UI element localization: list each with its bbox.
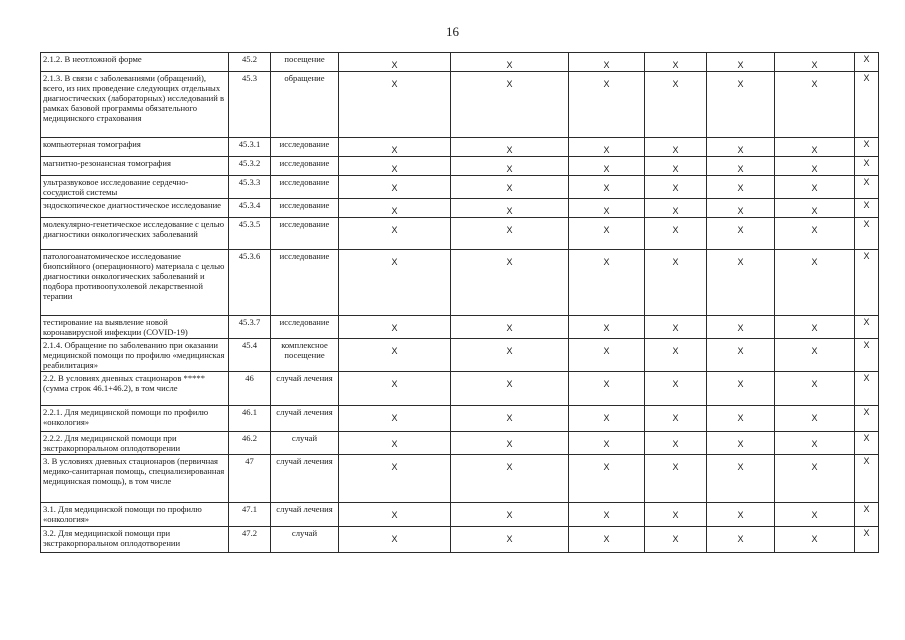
- row-code: 45.3.7: [229, 316, 271, 339]
- row-code: 45.3.3: [229, 176, 271, 199]
- x-cell: [645, 406, 707, 432]
- x-mark: X: [672, 346, 679, 356]
- x-cell: [451, 157, 569, 176]
- row-name: 3. В условиях дневных стационаров (первичная медико-санитарная помощь, специализированная медицинская помощь), в том числе: [41, 455, 229, 503]
- row-code: 45.2: [229, 53, 271, 72]
- x-mark: X: [391, 225, 398, 235]
- x-mark: X: [506, 183, 513, 193]
- x-cell-last: X: [855, 218, 879, 250]
- row-name: 3.2. Для медицинской помощи при экстракорпоральном оплодотворении: [41, 527, 229, 553]
- x-cell: [645, 72, 707, 138]
- x-cell: [569, 372, 645, 406]
- x-cell: [451, 218, 569, 250]
- x-cell: [451, 406, 569, 432]
- x-mark: X: [603, 413, 610, 423]
- x-cell: [707, 316, 775, 339]
- x-cell: [569, 503, 645, 527]
- x-cell: [569, 199, 645, 218]
- x-cell-last: X: [855, 72, 879, 138]
- x-mark: X: [603, 257, 610, 267]
- row-unit: обращение: [271, 72, 339, 138]
- x-cell: [645, 339, 707, 372]
- x-cell: [707, 250, 775, 316]
- x-mark: X: [603, 206, 610, 216]
- row-code: 46: [229, 372, 271, 406]
- x-cell: [569, 250, 645, 316]
- row-unit: случай: [271, 432, 339, 455]
- x-mark: X: [737, 206, 744, 216]
- x-mark: X: [811, 439, 818, 449]
- x-mark: X: [391, 510, 398, 520]
- x-cell: [645, 138, 707, 157]
- x-mark: X: [506, 439, 513, 449]
- x-cell: [339, 138, 451, 157]
- x-cell: [451, 250, 569, 316]
- table-row: [41, 218, 879, 250]
- x-cell: [707, 339, 775, 372]
- x-cell: [569, 339, 645, 372]
- x-mark: X: [506, 379, 513, 389]
- table-row: [41, 316, 879, 339]
- x-mark: X: [506, 413, 513, 423]
- table-row: [41, 53, 879, 72]
- x-mark: X: [603, 346, 610, 356]
- x-cell: [645, 250, 707, 316]
- row-name: 2.2.1. Для медицинской помощи по профилю «онкология»: [41, 406, 229, 432]
- x-cell: [339, 250, 451, 316]
- x-cell: [645, 218, 707, 250]
- x-cell: [451, 53, 569, 72]
- row-code: 45.3.2: [229, 157, 271, 176]
- x-mark: X: [811, 413, 818, 423]
- x-mark: X: [811, 145, 818, 155]
- row-name: 2.2. В условиях дневных стационаров *****(сумма строк 46.1+46.2), в том числе: [41, 372, 229, 406]
- x-cell-last: X: [855, 406, 879, 432]
- x-mark: X: [737, 462, 744, 472]
- x-mark: X: [811, 60, 818, 70]
- x-mark: X: [672, 79, 679, 89]
- x-cell: [645, 53, 707, 72]
- x-cell: [339, 218, 451, 250]
- row-code: 45.3.1: [229, 138, 271, 157]
- x-mark: X: [737, 413, 744, 423]
- x-cell: [339, 503, 451, 527]
- data-table: [40, 52, 879, 553]
- x-mark: X: [603, 145, 610, 155]
- x-mark: X: [391, 206, 398, 216]
- x-mark: X: [811, 462, 818, 472]
- x-mark: X: [391, 164, 398, 174]
- x-cell: [645, 432, 707, 455]
- x-mark: X: [391, 346, 398, 356]
- x-mark: X: [737, 534, 744, 544]
- row-unit: случай: [271, 527, 339, 553]
- table-row: [41, 138, 879, 157]
- x-mark: X: [737, 510, 744, 520]
- page-number: 16: [446, 24, 459, 39]
- x-cell: [645, 176, 707, 199]
- row-name: 2.2.2. Для медицинской помощи при экстракорпоральном оплодотворении: [41, 432, 229, 455]
- x-cell-last: X: [855, 316, 879, 339]
- x-cell: [645, 455, 707, 503]
- x-cell: [645, 372, 707, 406]
- x-cell: [775, 138, 855, 157]
- x-cell: [645, 503, 707, 527]
- x-mark: X: [737, 79, 744, 89]
- x-mark: X: [506, 510, 513, 520]
- x-cell: [707, 72, 775, 138]
- x-mark: X: [737, 346, 744, 356]
- x-cell: [451, 503, 569, 527]
- x-cell-last: X: [855, 503, 879, 527]
- x-mark: X: [672, 145, 679, 155]
- x-cell: [451, 176, 569, 199]
- x-mark: X: [506, 534, 513, 544]
- x-cell: [451, 316, 569, 339]
- x-mark: X: [391, 183, 398, 193]
- x-mark: X: [506, 79, 513, 89]
- x-mark: X: [737, 60, 744, 70]
- table-row: [41, 157, 879, 176]
- x-cell: [339, 316, 451, 339]
- row-name: патологоанатомическое исследование биопсийного (операционного) материала с целью диагностики онкологических заболеваний и подбора противоопухолевой лекарственной терапии: [41, 250, 229, 316]
- row-unit: посещение: [271, 53, 339, 72]
- row-code: 45.3.6: [229, 250, 271, 316]
- row-name: молекулярно-генетическое исследование с целью диагностики онкологических заболеваний: [41, 218, 229, 250]
- table-row: [41, 527, 879, 553]
- x-cell: [645, 527, 707, 553]
- table-body: [41, 53, 879, 553]
- row-name: тестирование на выявление новой коронавирусной инфекции (COVID-19): [41, 316, 229, 339]
- x-cell: [569, 316, 645, 339]
- x-mark: X: [672, 439, 679, 449]
- x-cell: [451, 138, 569, 157]
- x-cell-last: X: [855, 455, 879, 503]
- x-cell: [339, 157, 451, 176]
- x-mark: X: [603, 379, 610, 389]
- x-mark: X: [737, 225, 744, 235]
- x-cell: [775, 250, 855, 316]
- x-cell: [775, 157, 855, 176]
- x-mark: X: [672, 257, 679, 267]
- x-mark: X: [811, 323, 818, 333]
- x-cell: [569, 138, 645, 157]
- x-cell: [339, 455, 451, 503]
- x-cell: [339, 406, 451, 432]
- x-cell: [775, 455, 855, 503]
- row-name: эндоскопическое диагностическое исследование: [41, 199, 229, 218]
- x-cell: [451, 72, 569, 138]
- x-cell: [707, 527, 775, 553]
- x-cell: [569, 176, 645, 199]
- row-unit: случай лечения: [271, 503, 339, 527]
- x-mark: X: [672, 206, 679, 216]
- x-cell: [775, 72, 855, 138]
- x-mark: X: [811, 79, 818, 89]
- x-mark: X: [737, 257, 744, 267]
- table-row: [41, 503, 879, 527]
- x-mark: X: [672, 323, 679, 333]
- x-mark: X: [672, 534, 679, 544]
- x-cell: [451, 372, 569, 406]
- table-row: [41, 199, 879, 218]
- x-cell: [339, 176, 451, 199]
- row-unit: случай лечения: [271, 406, 339, 432]
- row-code: 46.1: [229, 406, 271, 432]
- x-mark: X: [672, 225, 679, 235]
- x-mark: X: [506, 462, 513, 472]
- row-code: 47.1: [229, 503, 271, 527]
- x-cell: [707, 138, 775, 157]
- x-cell: [707, 176, 775, 199]
- x-mark: X: [506, 346, 513, 356]
- x-cell: [775, 199, 855, 218]
- x-mark: X: [391, 413, 398, 423]
- row-code: 47.2: [229, 527, 271, 553]
- x-cell: [569, 455, 645, 503]
- x-cell: [645, 316, 707, 339]
- x-mark: X: [603, 462, 610, 472]
- row-code: 45.4: [229, 339, 271, 372]
- x-cell: [775, 176, 855, 199]
- x-cell: [339, 527, 451, 553]
- x-mark: X: [672, 164, 679, 174]
- x-mark: X: [506, 164, 513, 174]
- x-mark: X: [811, 183, 818, 193]
- x-cell: [339, 339, 451, 372]
- row-unit: случай лечения: [271, 372, 339, 406]
- row-name: 3.1. Для медицинской помощи по профилю «онкология»: [41, 503, 229, 527]
- table-row: [41, 455, 879, 503]
- row-name: магнитно-резонансная томография: [41, 157, 229, 176]
- table-row: [41, 250, 879, 316]
- row-unit: исследование: [271, 199, 339, 218]
- x-mark: X: [391, 439, 398, 449]
- x-mark: X: [506, 323, 513, 333]
- row-code: 45.3.5: [229, 218, 271, 250]
- row-name: 2.1.3. В связи с заболеваниями (обращений), всего, из них проведение следующих отдельных диагностических (лабораторных) исследований в рамках базовой программы обязательного медицинского страхования: [41, 72, 229, 138]
- x-cell: [339, 372, 451, 406]
- x-mark: X: [603, 225, 610, 235]
- x-cell: [645, 199, 707, 218]
- table-row: [41, 372, 879, 406]
- x-mark: X: [811, 346, 818, 356]
- x-mark: X: [672, 60, 679, 70]
- x-mark: X: [811, 257, 818, 267]
- x-cell-last: X: [855, 138, 879, 157]
- x-mark: X: [811, 510, 818, 520]
- table-row: [41, 72, 879, 138]
- x-mark: X: [506, 206, 513, 216]
- x-cell: [451, 199, 569, 218]
- row-unit: исследование: [271, 176, 339, 199]
- x-cell: [707, 372, 775, 406]
- table-row: [41, 432, 879, 455]
- x-mark: X: [811, 534, 818, 544]
- x-mark: X: [603, 534, 610, 544]
- x-mark: X: [672, 462, 679, 472]
- x-cell: [645, 157, 707, 176]
- x-cell-last: X: [855, 372, 879, 406]
- table-row: [41, 339, 879, 372]
- x-cell-last: X: [855, 157, 879, 176]
- x-cell: [707, 53, 775, 72]
- x-mark: X: [603, 79, 610, 89]
- x-cell: [451, 527, 569, 553]
- row-unit: исследование: [271, 138, 339, 157]
- row-unit: исследование: [271, 316, 339, 339]
- x-mark: X: [811, 379, 818, 389]
- x-mark: X: [506, 225, 513, 235]
- x-cell: [707, 503, 775, 527]
- row-code: 46.2: [229, 432, 271, 455]
- x-cell: [707, 432, 775, 455]
- x-cell: [707, 406, 775, 432]
- row-unit: исследование: [271, 157, 339, 176]
- x-cell: [569, 53, 645, 72]
- table-row: [41, 406, 879, 432]
- x-cell: [569, 157, 645, 176]
- x-cell: [775, 432, 855, 455]
- row-unit: исследование: [271, 250, 339, 316]
- row-code: 45.3: [229, 72, 271, 138]
- x-cell: [775, 527, 855, 553]
- x-mark: X: [391, 257, 398, 267]
- row-unit: комплексное посещение: [271, 339, 339, 372]
- x-mark: X: [811, 206, 818, 216]
- x-cell: [451, 455, 569, 503]
- x-mark: X: [737, 379, 744, 389]
- x-mark: X: [811, 164, 818, 174]
- x-mark: X: [391, 79, 398, 89]
- x-cell: [569, 527, 645, 553]
- x-cell: [775, 503, 855, 527]
- x-mark: X: [506, 60, 513, 70]
- x-mark: X: [603, 510, 610, 520]
- row-name: компьютерная томография: [41, 138, 229, 157]
- x-mark: X: [737, 323, 744, 333]
- x-cell-last: X: [855, 527, 879, 553]
- x-cell: [775, 372, 855, 406]
- x-mark: X: [391, 60, 398, 70]
- x-cell-last: X: [855, 176, 879, 199]
- x-cell: [569, 218, 645, 250]
- row-unit: исследование: [271, 218, 339, 250]
- row-name: 2.1.2. В неотложной форме: [41, 53, 229, 72]
- x-cell-last: X: [855, 339, 879, 372]
- row-code: 45.3.4: [229, 199, 271, 218]
- x-cell: [775, 406, 855, 432]
- table-row: [41, 176, 879, 199]
- x-cell: [775, 53, 855, 72]
- x-mark: X: [506, 145, 513, 155]
- x-mark: X: [603, 183, 610, 193]
- x-cell-last: X: [855, 432, 879, 455]
- x-cell: [569, 432, 645, 455]
- x-mark: X: [672, 413, 679, 423]
- x-mark: X: [737, 439, 744, 449]
- x-mark: X: [391, 462, 398, 472]
- x-mark: X: [672, 510, 679, 520]
- x-mark: X: [737, 145, 744, 155]
- x-cell: [451, 432, 569, 455]
- x-mark: X: [391, 323, 398, 333]
- x-mark: X: [672, 183, 679, 193]
- x-cell: [775, 339, 855, 372]
- x-cell: [707, 157, 775, 176]
- row-name: 2.1.4. Обращение по заболеванию при оказании медицинской помощи по профилю «медицинская реабилитация»: [41, 339, 229, 372]
- x-mark: X: [391, 145, 398, 155]
- x-cell: [707, 218, 775, 250]
- x-cell-last: X: [855, 199, 879, 218]
- x-mark: X: [603, 439, 610, 449]
- x-mark: X: [737, 164, 744, 174]
- x-cell-last: X: [855, 53, 879, 72]
- x-cell: [339, 432, 451, 455]
- x-mark: X: [603, 164, 610, 174]
- row-code: 47: [229, 455, 271, 503]
- x-cell: [569, 406, 645, 432]
- x-cell: [569, 72, 645, 138]
- x-mark: X: [672, 379, 679, 389]
- x-mark: X: [391, 534, 398, 544]
- x-cell: [339, 72, 451, 138]
- x-mark: X: [506, 257, 513, 267]
- row-unit: случай лечения: [271, 455, 339, 503]
- x-mark: X: [737, 183, 744, 193]
- x-mark: X: [603, 323, 610, 333]
- x-cell: [707, 199, 775, 218]
- x-cell: [707, 455, 775, 503]
- x-mark: X: [811, 225, 818, 235]
- x-cell: [339, 199, 451, 218]
- x-cell: [775, 316, 855, 339]
- x-cell: [339, 53, 451, 72]
- x-cell: [451, 339, 569, 372]
- x-mark: X: [391, 379, 398, 389]
- row-name: ультразвуковое исследование сердечно-сосудистой системы: [41, 176, 229, 199]
- x-cell-last: X: [855, 250, 879, 316]
- x-cell: [775, 218, 855, 250]
- x-mark: X: [603, 60, 610, 70]
